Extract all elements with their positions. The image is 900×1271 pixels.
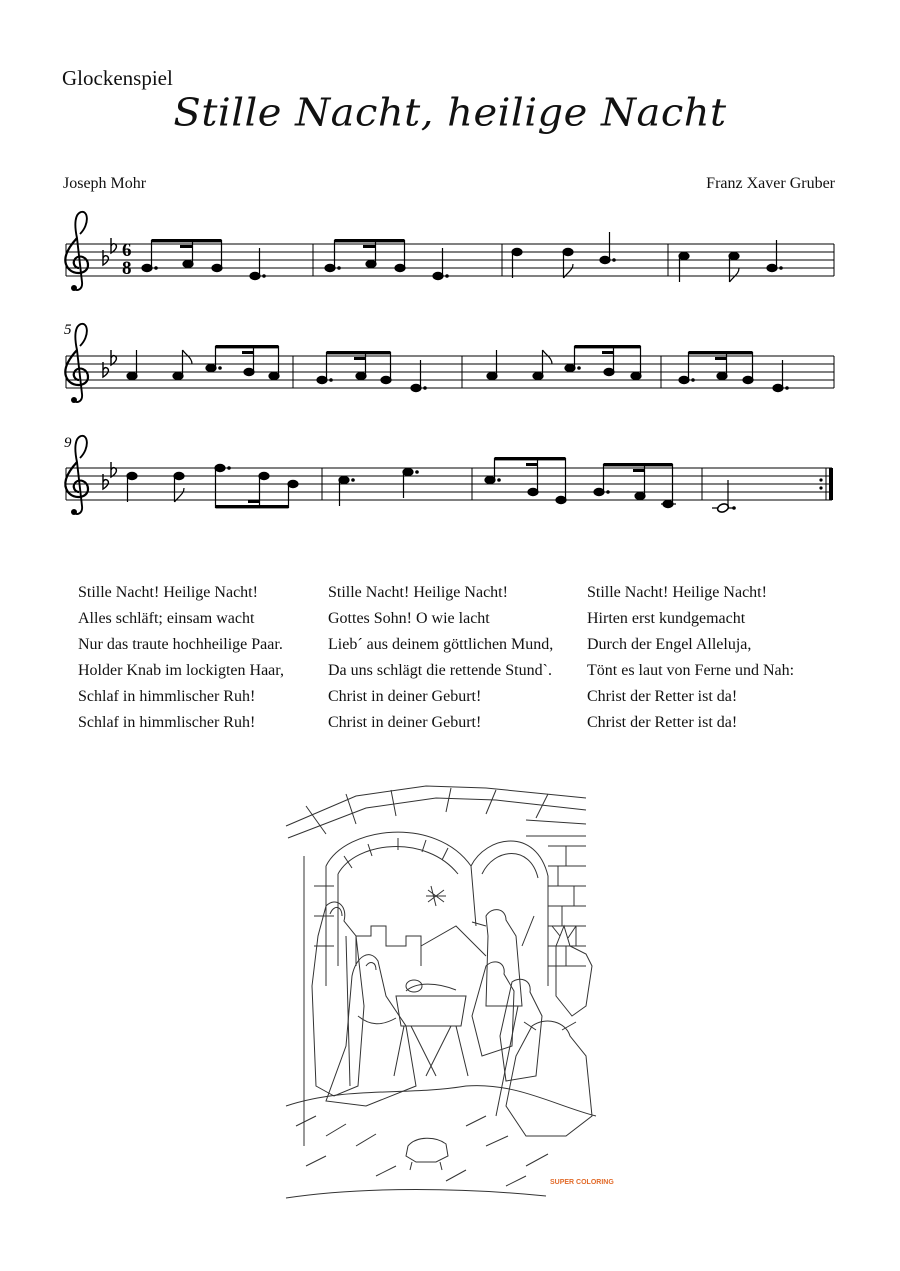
time-signature-numerator: 6 [122, 240, 132, 261]
lyric-line: Gottes Sohn! O wie lacht [328, 610, 490, 627]
measure-number: 9 [64, 435, 72, 451]
lyric-line: Christ der Retter ist da! [587, 688, 738, 705]
final-barline [829, 468, 833, 500]
verse-3 [587, 580, 794, 736]
instrument-label: Glockenspiel [62, 66, 173, 90]
staff-system-3 [65, 436, 833, 515]
lyricist-credit: Joseph Mohr [63, 175, 147, 192]
lyric-line: Nur das traute hochheilige Paar. [78, 636, 283, 653]
lyric-line: Schlaf in himmlischer Ruh! [78, 688, 256, 705]
lyric-line: Tönt es laut von Ferne und Nah: [587, 662, 795, 679]
lyric-line: Stille Nacht! Heilige Nacht! [328, 584, 508, 601]
nativity-illustration [286, 786, 614, 1198]
lyric-line: Christ in deiner Geburt! [328, 688, 482, 705]
flat-icon [111, 350, 116, 365]
time-signature-denominator: 8 [122, 258, 132, 279]
measure-number: 5 [64, 322, 72, 338]
lyrics-block [0, 580, 900, 760]
lyric-line: Da uns schlägt die rettende Stund`. [328, 662, 552, 679]
verse-2 [328, 580, 553, 736]
treble-clef-icon [65, 212, 88, 291]
lyric-line: Stille Nacht! Heilige Nacht! [78, 584, 258, 601]
lyric-line: Christ in deiner Geburt! [328, 714, 482, 731]
lyric-line: Durch der Engel Alleluja, [587, 636, 752, 653]
lyric-line: Alles schläft; einsam wacht [78, 610, 255, 627]
song-title: Stille Nacht, heilige Nacht [173, 91, 727, 135]
illustration-logo: SUPER COLORING [550, 1179, 614, 1186]
lyric-line: Christ der Retter ist da! [587, 714, 738, 731]
lyric-line: Stille Nacht! Heilige Nacht! [587, 584, 767, 601]
lyric-line: Hirten erst kundgemacht [587, 610, 746, 627]
verse-1 [78, 580, 284, 736]
composer-credit: Franz Xaver Gruber [706, 175, 835, 192]
staff-system-2 [65, 324, 834, 403]
flat-icon [111, 462, 116, 477]
flat-icon [111, 238, 116, 253]
lyric-line: Lieb´ aus deinem göttlichen Mund, [328, 636, 554, 653]
staff-system-1 [65, 212, 834, 291]
lyric-line: Holder Knab im lockigten Haar, [78, 662, 284, 679]
lyric-line: Schlaf in himmlischer Ruh! [78, 714, 256, 731]
